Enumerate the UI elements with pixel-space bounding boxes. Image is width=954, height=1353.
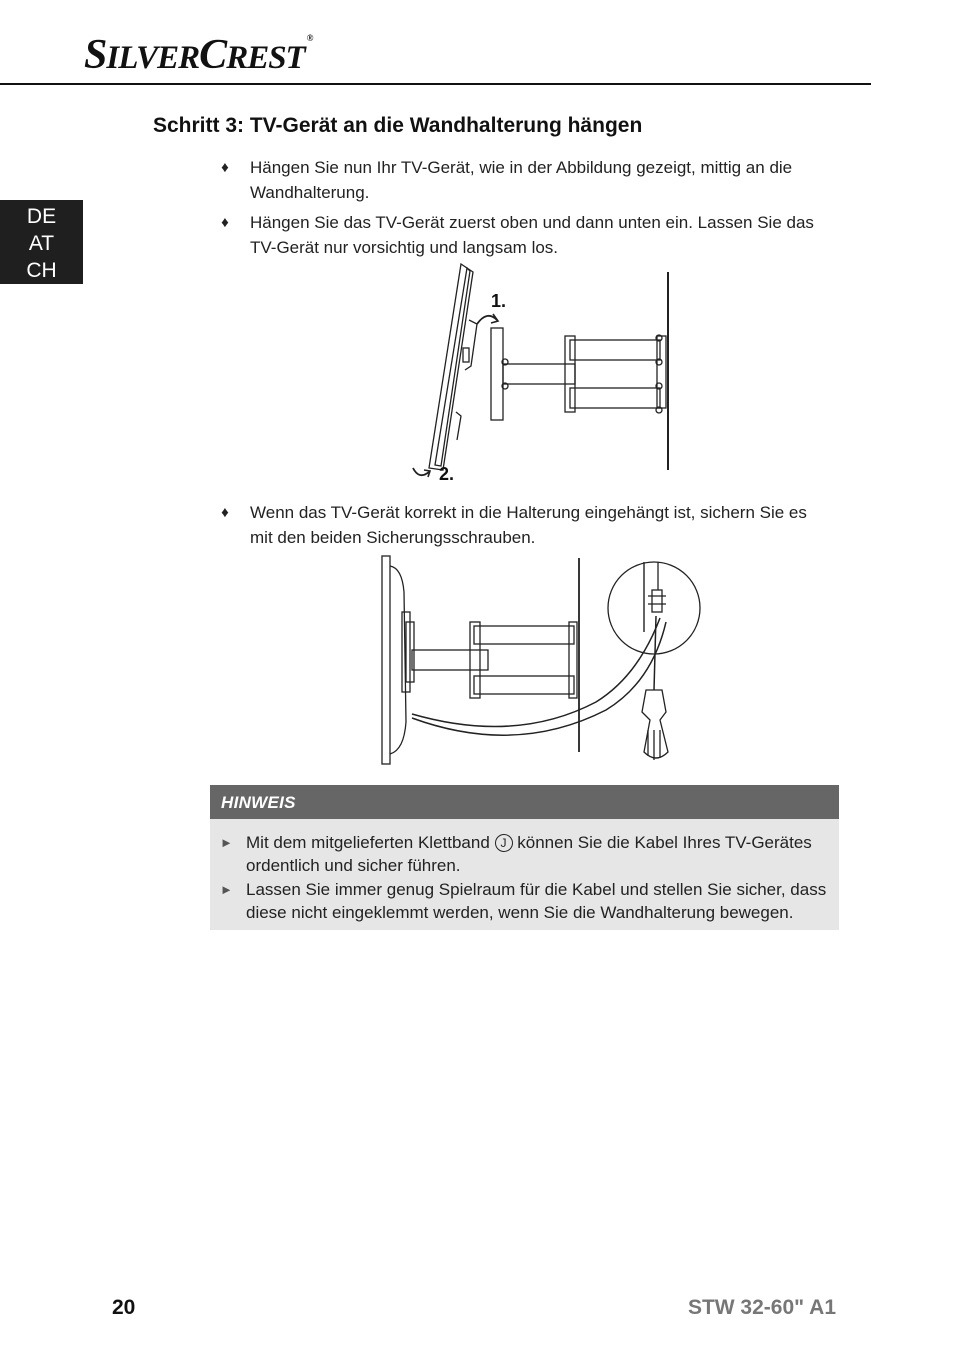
brand-letter-c: C: [199, 32, 227, 78]
section-title: Schritt 3: TV-Gerät an die Wandhalterung hängen: [153, 114, 643, 137]
header-divider: [0, 83, 871, 85]
note-text: Mit dem mitgelieferten Klettband: [246, 833, 490, 852]
figure-secure-screws-illustration: [376, 552, 706, 768]
figure-hang-tv-illustration: [395, 258, 685, 488]
arrow-right-icon: ►: [220, 882, 233, 897]
lang-de: DE: [26, 205, 57, 228]
component-reference-badge: J: [495, 834, 513, 852]
instruction-text: Hängen Sie nun Ihr TV-Gerät, wie in der Abbildung gezeigt, mittig an die Wandhalterung.: [250, 158, 793, 202]
note-text: Lassen Sie immer genug Spielraum für die Kabel und stellen Sie sicher, dass diese nicht eingeklemmt werden, wenn Sie die Wandhalterung bewegen.: [246, 880, 827, 922]
instruction-text: Hängen Sie das TV-Gerät zuerst oben und dann unten ein. Lassen Sie das TV-Gerät nur vorsichtig und langsam los.: [250, 213, 814, 257]
model-number: STW 32-60" A1: [687, 1296, 836, 1319]
instruction-item: [218, 211, 833, 260]
note-box: [210, 785, 839, 930]
arrow-right-icon: ►: [220, 835, 233, 850]
diamond-bullet-icon: ♦: [221, 214, 229, 231]
lang-ch: CH: [26, 259, 57, 282]
diamond-bullet-icon: ♦: [221, 159, 229, 176]
registered-mark: ®: [306, 33, 313, 43]
instruction-text: Wenn das TV-Gerät korrekt in die Halterung eingehängt ist, sichern Sie es mit den beiden Sicherungsschrauben.: [250, 503, 807, 547]
step-1-label: 1.: [491, 291, 507, 311]
brand-logo: [84, 34, 312, 76]
brand-text-rest: REST: [226, 40, 305, 76]
instruction-item: [218, 156, 833, 205]
language-tab: [0, 200, 83, 284]
page-number: 20: [112, 1296, 136, 1319]
lang-at: AT: [28, 232, 55, 255]
instruction-item: [218, 501, 833, 550]
note-text: können Sie die Kabel Ihres TV-Gerätes ordentlich und sicher führen.: [246, 833, 812, 875]
note-item: [220, 878, 830, 924]
diamond-bullet-icon: ♦: [221, 504, 229, 521]
note-heading: HINWEIS: [210, 785, 839, 819]
brand-text-ilver: ILVER: [106, 40, 200, 76]
step-2-label: 2.: [439, 464, 455, 484]
brand-letter-s: S: [84, 32, 107, 78]
note-item: [220, 831, 830, 877]
